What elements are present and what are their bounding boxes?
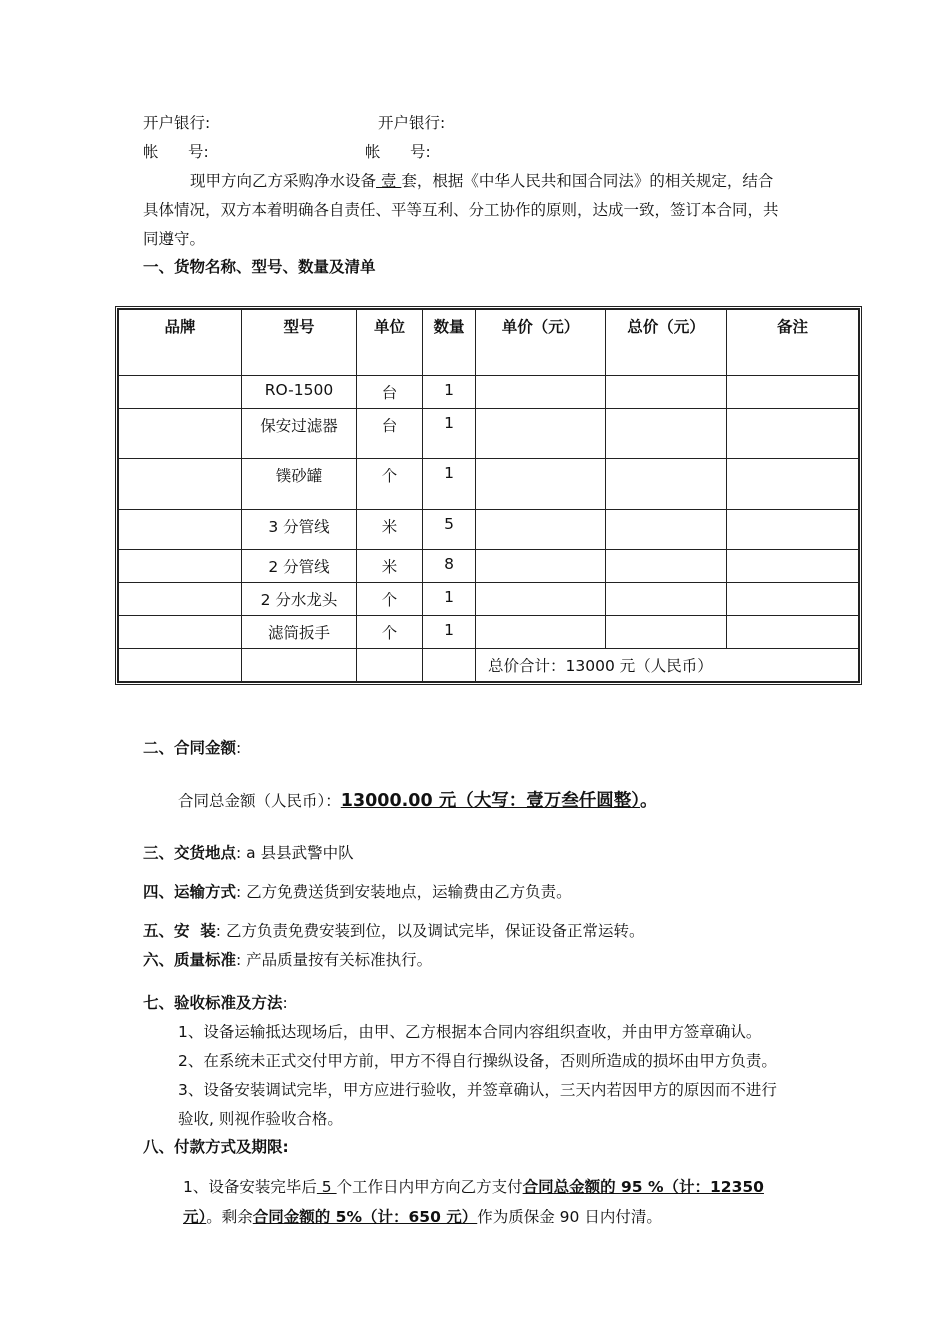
intro-line-3: 同遵守。 [143, 230, 206, 248]
intro-qty: 壹 [376, 172, 402, 190]
account-label-left: 帐 号: [143, 143, 209, 161]
header-unit: 单位 [357, 310, 423, 376]
intro-line-1 [190, 169, 773, 191]
cell-total-price [606, 459, 727, 510]
header-brand: 品牌 [119, 310, 242, 376]
table-row [119, 550, 859, 583]
cell-total-price [606, 409, 727, 459]
section3-title: 三、交货地点 [143, 844, 237, 862]
cell-unit: 台 [357, 376, 423, 409]
section6-text: : 产品质量按有关标准执行。 [236, 951, 433, 969]
cell-unit-price [476, 550, 606, 583]
payment-warranty-text: 作为质保金 90 日内付清。 [477, 1208, 662, 1226]
cell-model: 2 分管线 [242, 550, 357, 583]
cell-unit: 台 [357, 409, 423, 459]
cell-unit-price [476, 510, 606, 550]
payment-remaining-label: 。剩余 [206, 1208, 253, 1226]
cell-unit-price [476, 583, 606, 616]
cell-qty: 1 [423, 409, 476, 459]
section7-item-1: 1、设备运输抵达现场后，由甲、乙方根据本合同内容组织查收，并由甲方签章确认。 [178, 1023, 762, 1041]
payment-95-end: 元） [183, 1208, 207, 1226]
cell-total-price [606, 510, 727, 550]
table-row [119, 376, 859, 409]
table-row [119, 459, 859, 510]
cell-unit-price [476, 459, 606, 510]
cell-model: 保安过滤器 [242, 409, 357, 459]
account-label-right: 帐 号: [365, 143, 431, 161]
cell-empty [119, 649, 242, 682]
section7-item-3-line-2: 验收, 则视作验收合格。 [178, 1110, 343, 1128]
section4-title: 四、运输方式 [143, 883, 237, 901]
section7-colon: : [282, 994, 288, 1012]
amount-end: 。 [640, 791, 658, 811]
amount-value: 13000.00 元（大写：壹万叁仟圆整） [340, 791, 640, 811]
payment-5-percent: 合同金额的 5%（计：650 元） [252, 1208, 478, 1226]
cell-total-price [606, 550, 727, 583]
cell-unit: 米 [357, 550, 423, 583]
cell-grand-total: 总价合计：13000 元（人民币） [476, 649, 859, 682]
cell-brand [119, 459, 242, 510]
section7-item-3-line-1: 3、设备安装调试完毕，甲方应进行验收，并签章确认，三天内若因甲方的原因而不进行 [178, 1081, 777, 1099]
cell-brand [119, 616, 242, 649]
cell-qty: 1 [423, 583, 476, 616]
table-row [119, 409, 859, 459]
cell-unit: 个 [357, 583, 423, 616]
cell-remarks [727, 583, 859, 616]
payment-line-1 [183, 1175, 764, 1197]
payment-95-percent: 合同总金额的 95 %（计：12350 [522, 1178, 764, 1196]
contract-amount-line [178, 787, 658, 812]
section3-line [143, 841, 354, 863]
cell-remarks [727, 616, 859, 649]
table-total-row [119, 649, 859, 682]
section5-line [143, 919, 644, 941]
section7-heading [143, 991, 288, 1013]
section7-title: 七、验收标准及方法 [143, 994, 283, 1012]
section1-title: 一、货物名称、型号、数量及清单 [143, 258, 376, 276]
cell-model: 3 分管线 [242, 510, 357, 550]
intro-line-2: 具体情况，双方本着明确各自责任、平等互利、分工协作的原则，达成一致，签订本合同，共 [143, 201, 779, 219]
cell-total-price [606, 583, 727, 616]
payment-text-b: 个工作日内甲方向乙方支付 [336, 1178, 523, 1196]
header-model: 型号 [242, 310, 357, 376]
cell-total-price [606, 376, 727, 409]
section2-heading [143, 736, 241, 758]
cell-qty: 1 [423, 376, 476, 409]
payment-line-2 [183, 1205, 662, 1227]
section4-line [143, 880, 572, 902]
cell-unit-price [476, 409, 606, 459]
header-unit-price: 单价（元） [476, 310, 606, 376]
cell-remarks [727, 510, 859, 550]
header-qty: 数量 [423, 310, 476, 376]
cell-unit: 米 [357, 510, 423, 550]
cell-remarks [727, 376, 859, 409]
header-remarks: 备注 [727, 310, 859, 376]
section5-text: : 乙方负责免费安装到位，以及调试完毕，保证设备正常运转。 [215, 922, 645, 940]
bank-label-right: 开户银行: [378, 114, 446, 132]
table-row [119, 583, 859, 616]
cell-empty [423, 649, 476, 682]
section8-title: 八、付款方式及期限: [143, 1138, 289, 1156]
cell-remarks [727, 409, 859, 459]
cell-unit-price [476, 376, 606, 409]
cell-model: 滤筒扳手 [242, 616, 357, 649]
cell-unit: 个 [357, 459, 423, 510]
cell-unit: 个 [357, 616, 423, 649]
cell-qty: 1 [423, 459, 476, 510]
section4-text: : 乙方免费送货到安装地点，运输费由乙方负责。 [236, 883, 572, 901]
cell-remarks [727, 459, 859, 510]
intro-text-b: 套，根据《中华人民共和国合同法》的相关规定，结合 [401, 172, 774, 190]
section6-title: 六、质量标准 [143, 951, 237, 969]
cell-unit-price [476, 616, 606, 649]
cell-brand [119, 510, 242, 550]
intro-text-a: 现甲方向乙方采购净水设备 [190, 172, 377, 190]
table-header-row [119, 310, 859, 376]
payment-text-a: 1、设备安装完毕后 [183, 1178, 317, 1196]
cell-model: RO-1500 [242, 376, 357, 409]
cell-empty [357, 649, 423, 682]
cell-empty [242, 649, 357, 682]
payment-days: 5 [316, 1178, 337, 1196]
amount-label: 合同总金额（人民币）： [178, 792, 341, 810]
bank-label-left: 开户银行: [143, 114, 211, 132]
section7-item-2: 2、在系统未正式交付甲方前，甲方不得自行操纵设备，否则所造成的损坏由甲方负责。 [178, 1052, 777, 1070]
cell-qty: 8 [423, 550, 476, 583]
header-total-price: 总价（元） [606, 310, 727, 376]
cell-brand [119, 409, 242, 459]
cell-brand [119, 550, 242, 583]
cell-brand [119, 376, 242, 409]
table-row [119, 616, 859, 649]
section5-title: 五、安 装 [143, 922, 216, 940]
cell-model: 2 分水龙头 [242, 583, 357, 616]
cell-remarks [727, 550, 859, 583]
table-row [119, 510, 859, 550]
cell-brand [119, 583, 242, 616]
cell-qty: 5 [423, 510, 476, 550]
cell-qty: 1 [423, 616, 476, 649]
section6-line [143, 948, 432, 970]
section2-colon: : [236, 739, 242, 757]
cell-model: 镤砂罐 [242, 459, 357, 510]
cell-total-price [606, 616, 727, 649]
section2-title: 二、合同金额 [143, 739, 237, 757]
goods-table [115, 306, 862, 685]
section3-text: : a 县县武警中队 [236, 844, 354, 862]
